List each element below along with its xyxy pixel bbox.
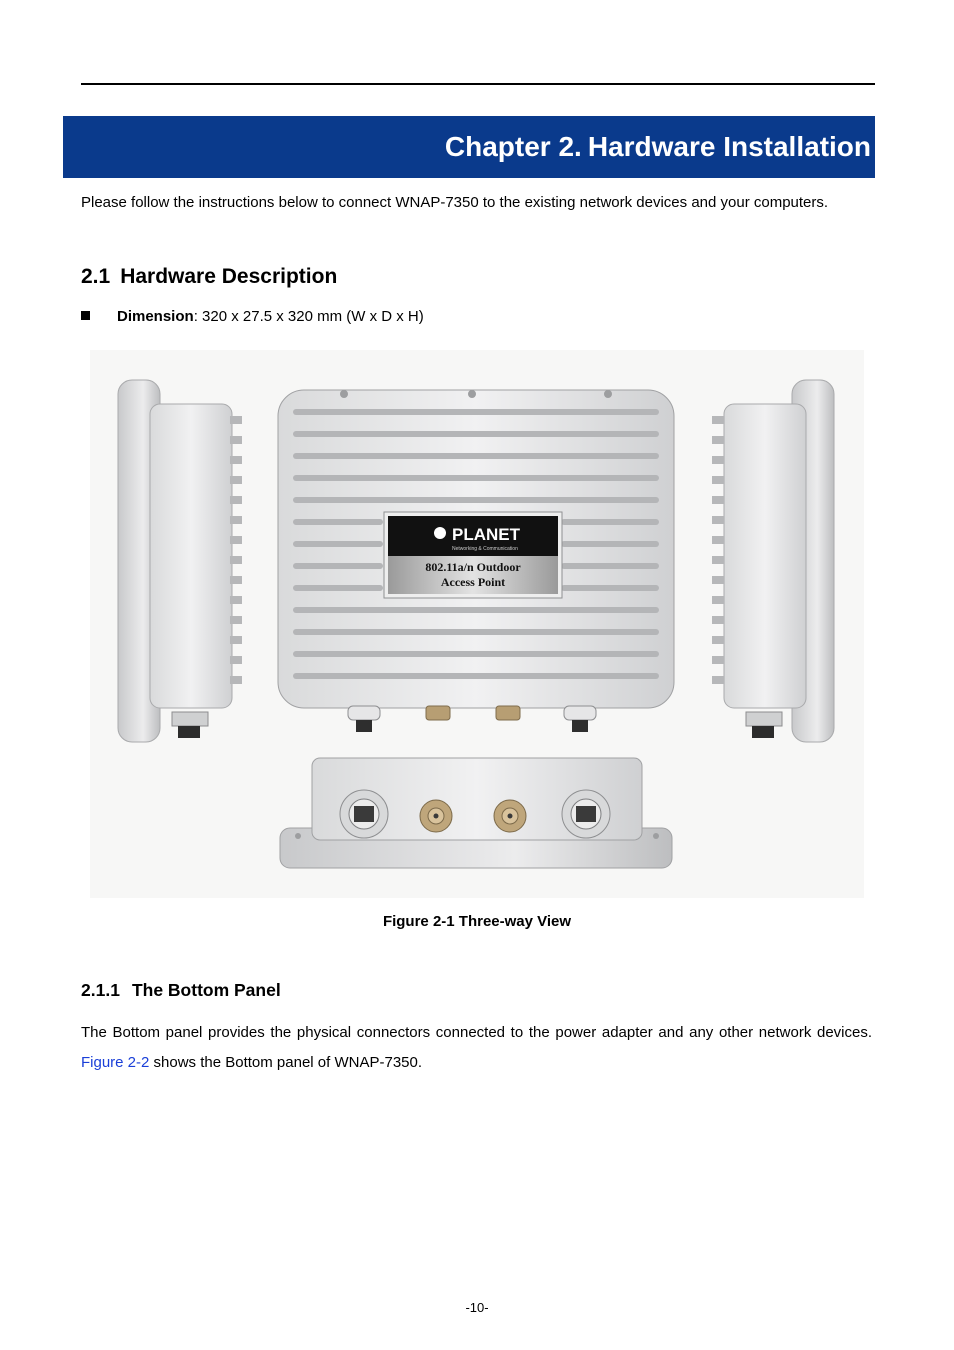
bottom-panel-paragraph <box>81 1018 872 1078</box>
device-label-line2: Access Point <box>440 575 506 589</box>
device-label-line1: 802.11a/n Outdoor <box>425 560 521 574</box>
section-number: 2.1 <box>81 265 111 288</box>
planet-tagline-text: Networking & Communication <box>452 546 518 552</box>
bottom-view <box>280 758 672 868</box>
front-view <box>278 390 674 732</box>
intro-paragraph: Please follow the instructions below to connect WNAP-7350 to the existing network devices and your computers. <box>81 194 829 211</box>
chapter-title: Hardware Installation <box>587 131 871 162</box>
figure-caption: Figure 2-1 Three-way View <box>382 913 572 930</box>
bullet-square-icon <box>81 311 90 320</box>
planet-logo-text: PLANET <box>452 525 520 544</box>
page-number: -10- <box>465 1300 489 1315</box>
chapter-number: Chapter 2. <box>444 131 582 162</box>
subsection-title: The Bottom Panel <box>131 980 281 1000</box>
left-side-view <box>118 380 242 742</box>
section-title: Hardware Description <box>120 265 338 288</box>
subsection-number: 2.1.1 <box>81 980 120 1000</box>
figure-2-2-link[interactable]: Figure 2-2 <box>81 1054 150 1071</box>
section-heading <box>81 265 337 289</box>
bottom-panel-text-after: shows the Bottom panel of WNAP-7350. <box>149 1054 423 1071</box>
dimension-label: Dimension <box>117 308 194 325</box>
dimension-value: : 320 x 27.5 x 320 mm (W x D x H) <box>193 308 424 325</box>
three-way-view-figure <box>90 350 864 898</box>
header-rule <box>81 83 875 85</box>
right-side-view <box>712 380 834 742</box>
subsection-heading <box>81 980 281 1001</box>
dimension-bullet <box>81 307 424 327</box>
chapter-banner <box>63 116 875 178</box>
bottom-panel-text-before: The Bottom panel provides the physical connectors connected to the power adapter and any other network devices. <box>81 1024 872 1041</box>
